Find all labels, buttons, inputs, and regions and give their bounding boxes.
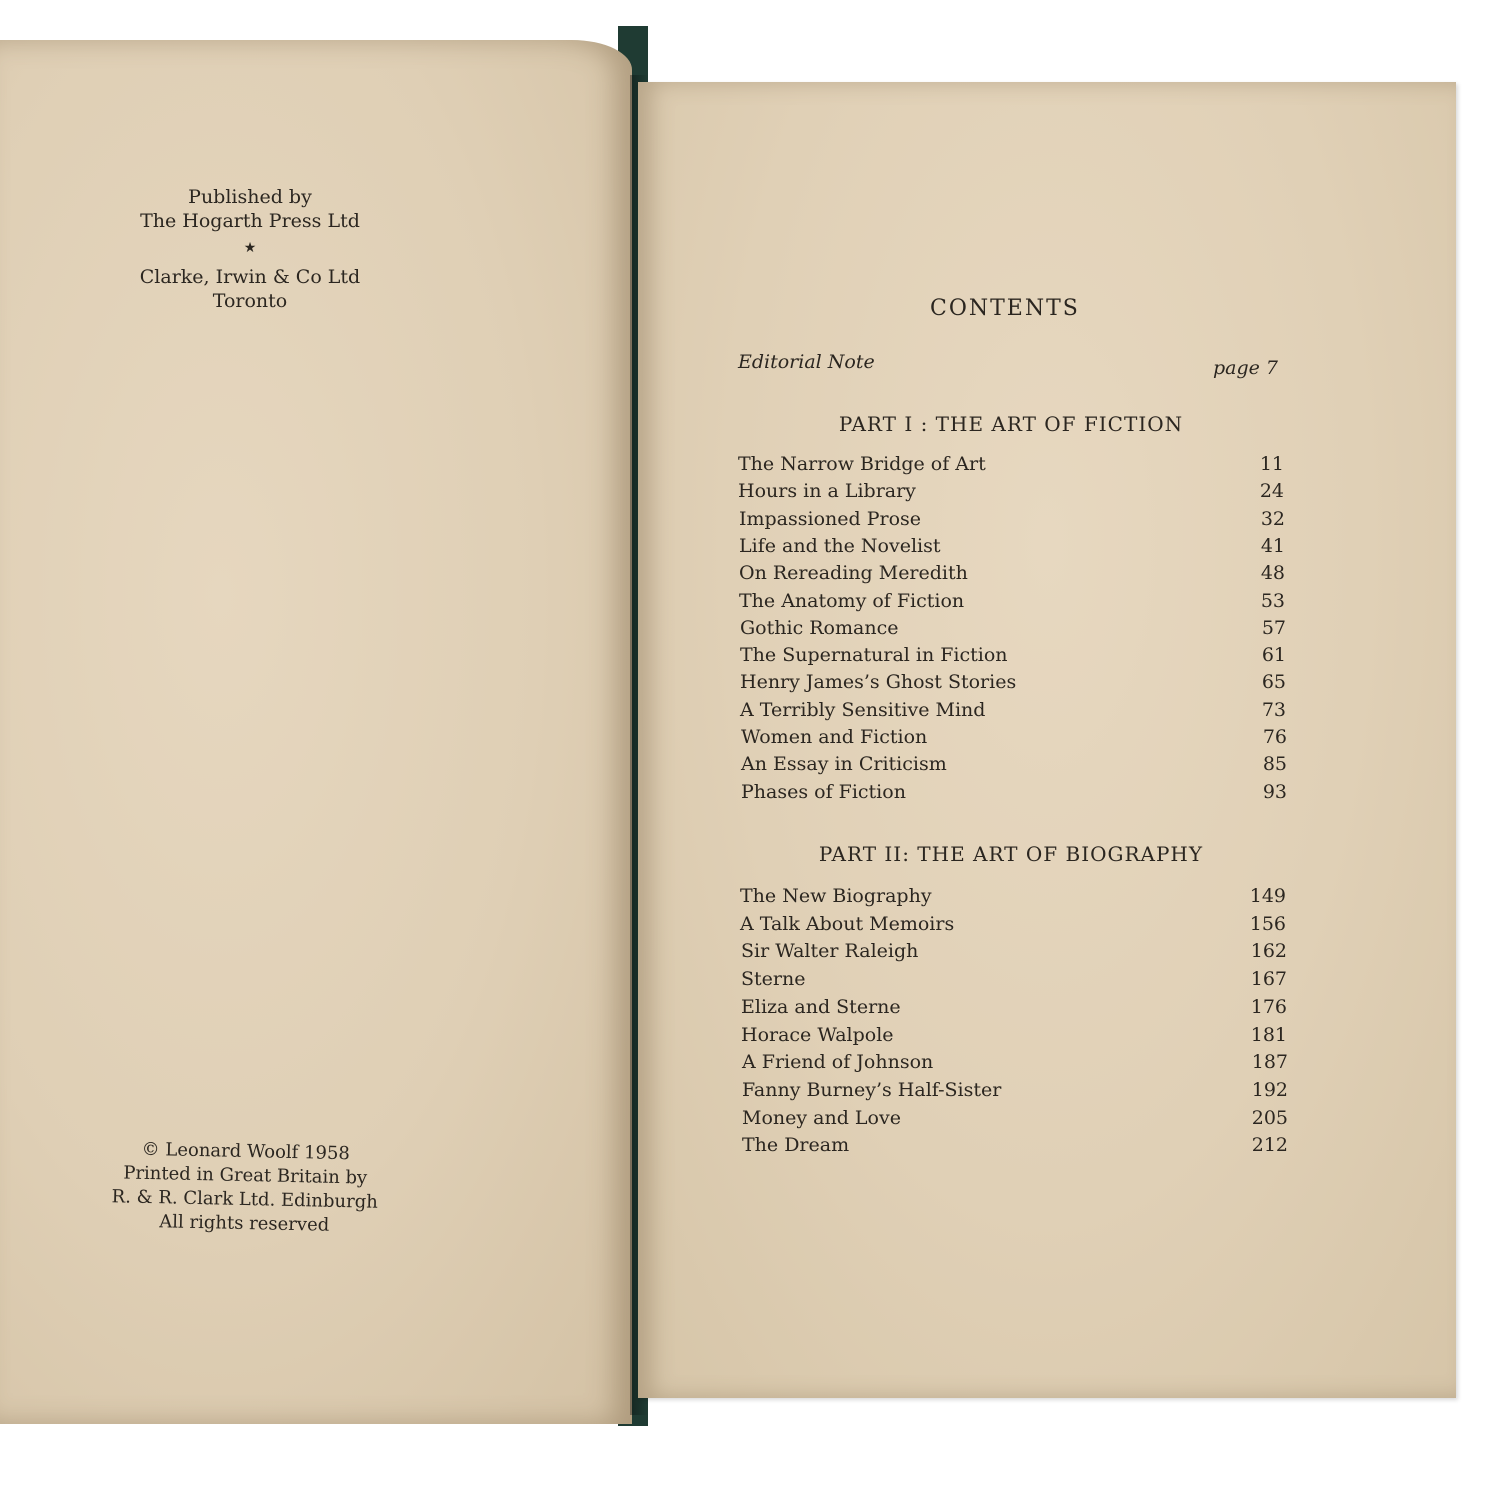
toc-entry-page: 11 <box>1259 453 1284 475</box>
toc-entry <box>742 1104 1288 1132</box>
star-separator: ★ <box>243 240 257 256</box>
part-2-heading: PART II: THE ART OF BIOGRAPHY <box>818 842 1204 866</box>
toc-entry <box>739 505 1285 533</box>
toc-entry-page: 149 <box>1249 885 1286 907</box>
toc-entry-title: A Friend of Johnson <box>742 1051 934 1074</box>
copyright-line: © Leonard Woolf 1958 <box>141 1138 351 1165</box>
toc-entry-title: Fanny Burney’s Half-Sister <box>742 1078 1002 1101</box>
toc-entry <box>741 965 1287 993</box>
toc-entry-page: 32 <box>1260 507 1285 530</box>
toc-entry <box>741 1021 1287 1049</box>
toc-entry-page: 156 <box>1249 912 1286 935</box>
rights-line: All rights reserved <box>159 1211 330 1236</box>
toc-entry-page: 93 <box>1262 780 1287 803</box>
published-by-label: Published by <box>188 186 312 208</box>
toc-entry-page: 41 <box>1260 534 1285 557</box>
toc-entry-page: 205 <box>1251 1106 1288 1129</box>
toc-entry-page: 53 <box>1260 589 1285 612</box>
toc-entry-title: Life and the Novelist <box>739 534 941 557</box>
printer-line: Printed in Great Britain by <box>123 1162 368 1189</box>
toc-entry-page: page 7 <box>1212 357 1278 379</box>
toc-entry-page: 57 <box>1261 616 1286 639</box>
toc-entry-page: 192 <box>1251 1078 1288 1101</box>
toc-entry <box>740 882 1286 910</box>
toc-entry <box>741 750 1287 778</box>
toc-entry-title: Impassioned Prose <box>739 507 922 530</box>
toc-entry-page: 187 <box>1251 1051 1288 1074</box>
copyright-block <box>89 1137 401 1239</box>
publisher-city: Toronto <box>212 290 288 312</box>
toc-entry <box>741 723 1287 751</box>
toc-entry <box>740 668 1286 696</box>
toc-entry <box>740 696 1286 724</box>
toc-entry-page: 48 <box>1260 562 1285 585</box>
toc-entry <box>741 778 1287 806</box>
toc-entry <box>742 1131 1288 1159</box>
toc-entry-page: 167 <box>1250 968 1287 991</box>
toc-entry <box>742 1048 1288 1076</box>
toc-entry <box>740 614 1286 642</box>
toc-entry-title: Eliza and Sterne <box>741 995 901 1018</box>
toc-entry-title: Sir Walter Raleigh <box>741 940 919 963</box>
publisher-imprint <box>100 185 400 313</box>
toc-entry-title: The Supernatural in Fiction <box>740 644 1008 667</box>
publisher-name: The Hogarth Press Ltd <box>140 210 360 232</box>
toc-entry-title: Sterne <box>741 968 806 991</box>
toc-entry-page: 85 <box>1262 753 1287 776</box>
toc-entry-page: 61 <box>1261 644 1286 667</box>
toc-entry-title: Hours in a Library <box>738 480 916 503</box>
printer-name-line: R. & R. Clark Ltd. Edinburgh <box>111 1186 379 1213</box>
toc-entry <box>741 937 1287 965</box>
toc-entry-title: Gothic Romance <box>740 616 899 639</box>
toc-entry-title: The Narrow Bridge of Art <box>738 453 986 475</box>
toc-entry <box>739 587 1285 615</box>
toc-entry-title: An Essay in Criticism <box>741 753 947 776</box>
toc-entry-title: The Dream <box>742 1134 850 1157</box>
toc-entry-page: 76 <box>1262 726 1287 748</box>
toc-entry <box>739 559 1285 587</box>
toc-entry <box>740 910 1286 938</box>
toc-entry-page: 176 <box>1250 995 1287 1018</box>
toc-entry-title: Phases of Fiction <box>741 780 906 803</box>
toc-entry-title: Horace Walpole <box>741 1023 894 1046</box>
toc-entry <box>741 993 1287 1021</box>
toc-entry-title: The New Biography <box>740 885 932 907</box>
toc-entry-editorial-note <box>738 348 1284 379</box>
contents-title: CONTENTS <box>930 296 1080 321</box>
toc-entry-page: 212 <box>1251 1134 1288 1157</box>
toc-entry-page: 73 <box>1261 698 1286 721</box>
toc-entry-title: On Rereading Meredith <box>739 562 968 585</box>
toc-entry-title: A Talk About Memoirs <box>740 912 955 935</box>
toc-entry-title: Editorial Note <box>738 351 875 373</box>
toc-entry-page: 181 <box>1250 1023 1287 1046</box>
toc-entry-title: Money and Love <box>742 1106 901 1129</box>
toc-entry-page: 65 <box>1261 671 1286 694</box>
toc-entry-title: The Anatomy of Fiction <box>739 589 965 612</box>
toc-entry-page: 162 <box>1250 940 1287 963</box>
toc-entry-title: Women and Fiction <box>741 726 928 748</box>
toc-entry-page: 24 <box>1259 480 1284 503</box>
co-publisher-name: Clarke, Irwin & Co Ltd <box>139 266 361 288</box>
toc-entry <box>738 477 1284 505</box>
toc-entry <box>739 532 1285 560</box>
toc-entry <box>738 450 1284 478</box>
toc-entry <box>742 1076 1288 1104</box>
toc-entry-title: A Terribly Sensitive Mind <box>740 698 986 721</box>
part-1-heading: PART I : THE ART OF FICTION <box>838 412 1184 436</box>
toc-entry <box>740 641 1286 669</box>
toc-entry-title: Henry James’s Ghost Stories <box>740 671 1017 694</box>
